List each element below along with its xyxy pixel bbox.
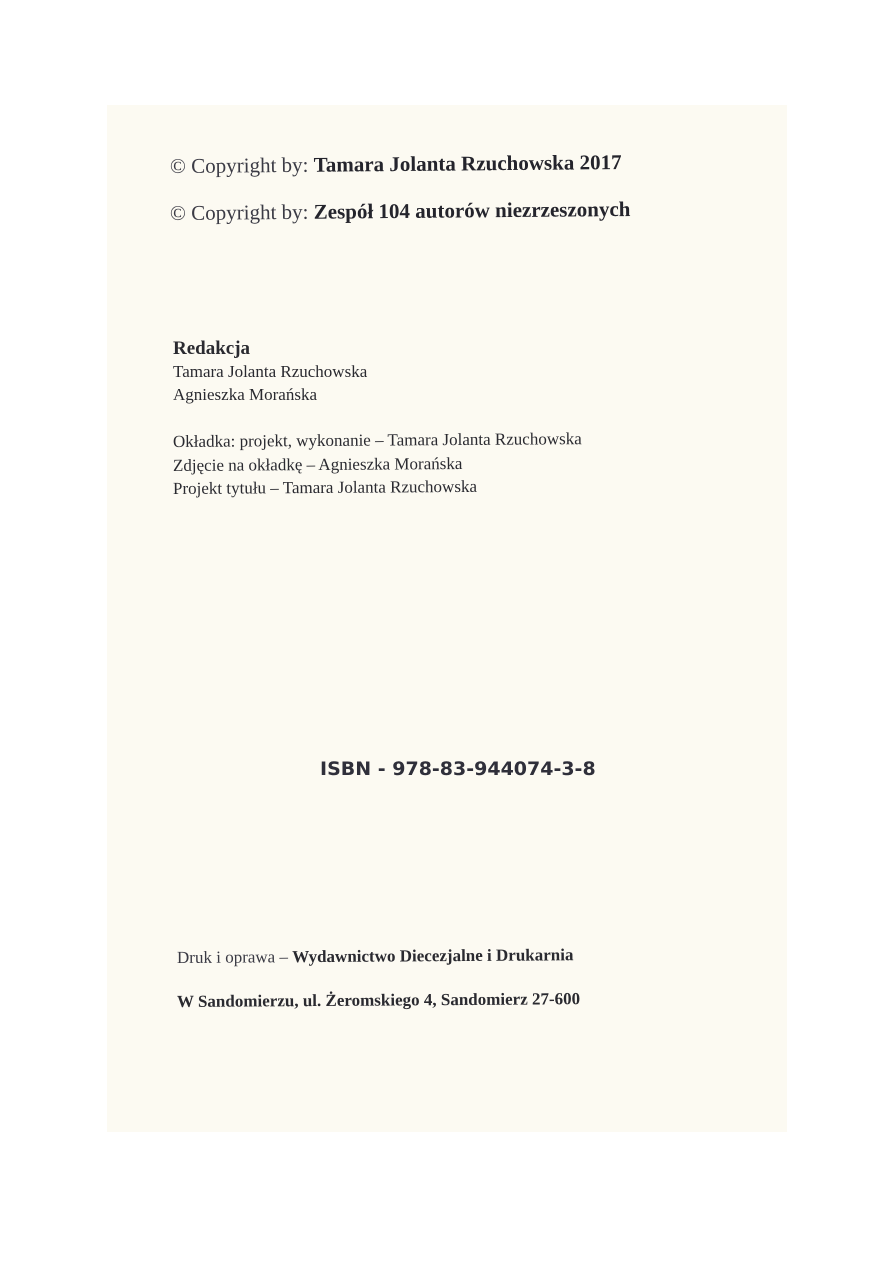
copyright-holder: Zespół 104 autorów niezrzeszonych — [313, 196, 631, 224]
photo-credit: Zdjęcie na okładkę – Agnieszka Morańska — [172, 453, 463, 475]
title-design-credit: Projekt tytułu – Tamara Jolanta Rzuchowska — [172, 476, 478, 498]
editor-name: Tamara Jolanta Rzuchowska — [173, 362, 368, 381]
printer-name: Wydawnictwo Diecezjalne i Drukarnia — [292, 945, 574, 967]
isbn-number: ISBN - 978-83-944074-3-8 — [320, 758, 596, 780]
editor-name: Agnieszka Morańska — [173, 385, 317, 404]
copyright-label: © Copyright by: — [169, 152, 309, 178]
printer-address: W Sandomierzu, ul. Żeromskiego 4, Sandomierz 27-600 — [176, 989, 581, 1011]
cover-credit: Okładka: projekt, wykonanie – Tamara Jolanta Rzuchowska — [172, 429, 582, 451]
printing-line — [177, 945, 574, 968]
copyright-label: © Copyright by: — [169, 199, 309, 225]
editorial-title: Redakcja — [173, 338, 251, 359]
printing-label: Druk i oprawa – — [176, 947, 289, 967]
copyright-line-1 — [170, 150, 622, 179]
scanned-page — [107, 105, 787, 1132]
copyright-line-2 — [170, 197, 631, 226]
copyright-holder: Tamara Jolanta Rzuchowska 2017 — [313, 150, 622, 177]
